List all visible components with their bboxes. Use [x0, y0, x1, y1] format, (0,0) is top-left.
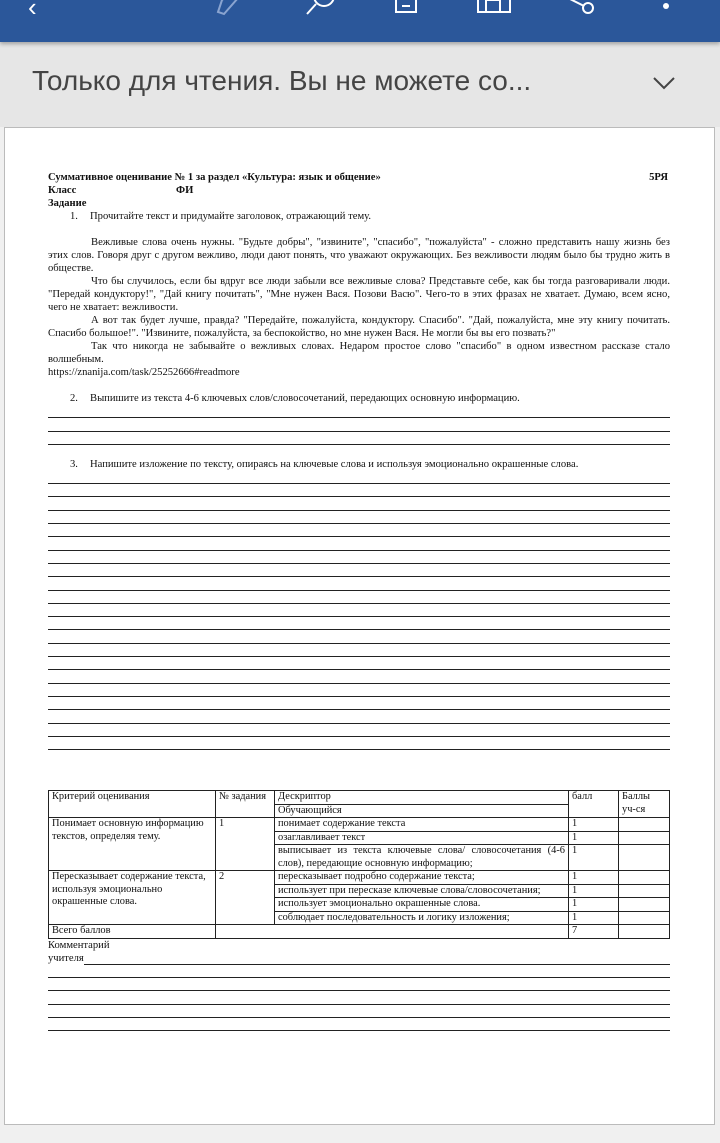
answer-line[interactable]: [48, 432, 670, 445]
document-page: [4, 127, 715, 1125]
total-empty: [216, 925, 569, 939]
answer-line[interactable]: [48, 484, 670, 497]
answer-line[interactable]: [48, 551, 670, 564]
score-cell: 1: [569, 911, 619, 925]
task-number-cell: 1: [216, 818, 275, 871]
comment-label: Комментарий: [48, 939, 110, 951]
header-criterion: Критерий оценивания: [49, 791, 216, 818]
criterion-cell: Пересказывает содержание текста, используя эмоционально окрашенные слова.: [49, 871, 216, 925]
search-icon[interactable]: [302, 0, 338, 18]
student-score-cell[interactable]: [619, 898, 670, 912]
total-student-score[interactable]: [619, 925, 670, 939]
score-cell: 1: [569, 818, 619, 832]
student-score-cell[interactable]: [619, 884, 670, 898]
save-icon[interactable]: [394, 0, 420, 16]
answer-line[interactable]: [48, 511, 670, 524]
descriptor-cell: использует при пересказе ключевые слова/словосочетания;: [275, 884, 569, 898]
paragraph: Так что никогда не забывайте о вежливых словах. Недаром простое слово "спасибо" в одном известном рассказе стало волшебным.: [48, 341, 670, 365]
descriptor-cell: выписывает из текста ключевые слова/ словосочетания (4-6 слов), передающие основную информацию;: [275, 845, 569, 871]
read-only-banner[interactable]: [0, 42, 720, 127]
score-cell: 1: [569, 898, 619, 912]
task3-number: 3.: [70, 458, 78, 470]
score-cell: 1: [569, 884, 619, 898]
answer-line[interactable]: [48, 978, 670, 991]
answer-line[interactable]: [48, 670, 670, 683]
descriptor-cell: озаглавливает текст: [275, 831, 569, 845]
paragraph: Вежливые слова очень нужны. "Будьте добры", "извините", "спасибо", "пожалуйста" - сложно представить нашу жизнь без этих слов. Говоря друг с другом вежливо, люди дают понять, что уважают окружающих. Без вежливости людям было бы трудно жить в обществе.: [48, 237, 670, 274]
student-score-cell[interactable]: [619, 871, 670, 885]
answer-line[interactable]: [48, 710, 670, 723]
answer-line[interactable]: [48, 577, 670, 590]
assessment-table: [48, 790, 670, 939]
chevron-down-icon[interactable]: [652, 72, 676, 96]
answer-line[interactable]: [48, 657, 670, 670]
score-cell: 1: [569, 845, 619, 871]
task-label: Задание: [48, 198, 87, 209]
header-task-number: № задания: [216, 791, 275, 818]
total-label: Всего баллов: [49, 925, 216, 939]
task3-text: Напишите изложение по тексту, опираясь на ключевые слова и используя эмоционально окрашенные слова.: [90, 458, 579, 470]
answer-line[interactable]: [48, 630, 670, 643]
table-row: [49, 818, 670, 832]
answer-line[interactable]: [48, 524, 670, 537]
task2-number: 2.: [70, 393, 78, 404]
answer-line[interactable]: [48, 644, 670, 657]
score-cell: 1: [569, 831, 619, 845]
answer-line[interactable]: [48, 418, 670, 431]
descriptor-cell: понимает содержание текста: [275, 818, 569, 832]
answer-line[interactable]: [48, 1018, 670, 1031]
answer-line[interactable]: [48, 991, 670, 1004]
task1-text: Прочитайте текст и придумайте заголовок, отражающий тему.: [90, 211, 372, 222]
answer-line[interactable]: [48, 697, 670, 710]
student-score-cell[interactable]: [619, 911, 670, 925]
paragraph: Что бы случилось, если бы вдруг все люди забыли все вежливые слова? Представьте себе, как бы тогда разговаривали люди. "Передай кондуктору!", "Дай книгу почитать", "Мне нужен Вася. Позови Васю". Чего-то в этих фразах не хватает. Думаю, всем ясно, чего не хватает: вежливости.: [48, 276, 670, 313]
descriptor-cell: пересказывает подробно содержание текста;: [275, 871, 569, 885]
answer-line[interactable]: [48, 684, 670, 697]
more-icon[interactable]: [660, 0, 672, 16]
total-score: 7: [569, 925, 619, 939]
answer-line[interactable]: [48, 471, 670, 484]
answer-line[interactable]: [48, 1005, 670, 1018]
student-score-cell[interactable]: [619, 845, 670, 871]
paragraph: А вот так будет лучше, правда? "Передайте, пожалуйста, кондуктору. Спасибо". "Дай, пожалуйста, мне эту книгу почитать. Спасибо большое!". "Извините, пожалуйста, за беспокойство, но мне нужен Вася. Не могли бы вы его позвать?": [48, 315, 670, 339]
pen-icon[interactable]: [214, 0, 244, 16]
app-toolbar: [0, 0, 720, 42]
answer-line[interactable]: [48, 564, 670, 577]
header-learner: Обучающийся: [275, 804, 569, 818]
back-icon[interactable]: ‹: [28, 0, 37, 22]
criterion-cell: Понимает основную информацию текстов, определяя тему.: [49, 818, 216, 871]
doc-code: 5РЯ: [649, 172, 668, 183]
source-link[interactable]: https://znanija.com/task/25252666#readmore: [48, 367, 240, 378]
student-score-cell[interactable]: [619, 831, 670, 845]
read-only-message: Только для чтения. Вы не можете со...: [32, 65, 532, 96]
score-cell: 1: [569, 871, 619, 885]
class-label: Класс: [48, 185, 77, 196]
task2-text: Выпишите из текста 4-6 ключевых слов/словосочетаний, передающих основную информацию.: [90, 393, 520, 404]
comment-line[interactable]: [84, 952, 670, 965]
answer-line[interactable]: [48, 604, 670, 617]
table-row: [49, 871, 670, 885]
task-number-cell: 2: [216, 871, 275, 925]
descriptor-cell: использует эмоционально окрашенные слова.: [275, 898, 569, 912]
header-descriptor: Дескриптор: [275, 791, 569, 805]
save-as-icon[interactable]: [474, 0, 514, 16]
descriptor-cell: соблюдает последовательность и логику изложения;: [275, 911, 569, 925]
student-score-cell[interactable]: [619, 818, 670, 832]
answer-line[interactable]: [48, 591, 670, 604]
fi-label: ФИ: [176, 185, 194, 196]
answer-line[interactable]: [48, 965, 670, 978]
answer-line[interactable]: [48, 724, 670, 737]
answer-line[interactable]: [48, 497, 670, 510]
answer-line[interactable]: [48, 737, 670, 750]
task1-number: 1.: [70, 211, 78, 222]
comment-label-2: учителя: [48, 952, 84, 964]
answer-line[interactable]: [48, 405, 670, 418]
header-score: балл: [569, 791, 619, 818]
answer-line[interactable]: [48, 537, 670, 550]
share-icon[interactable]: [558, 0, 598, 18]
doc-title: Суммативное оценивание № 1 за раздел «Культура: язык и общение»: [48, 172, 381, 183]
answer-line[interactable]: [48, 617, 670, 630]
header-student-score: Баллы уч-ся: [619, 791, 670, 818]
